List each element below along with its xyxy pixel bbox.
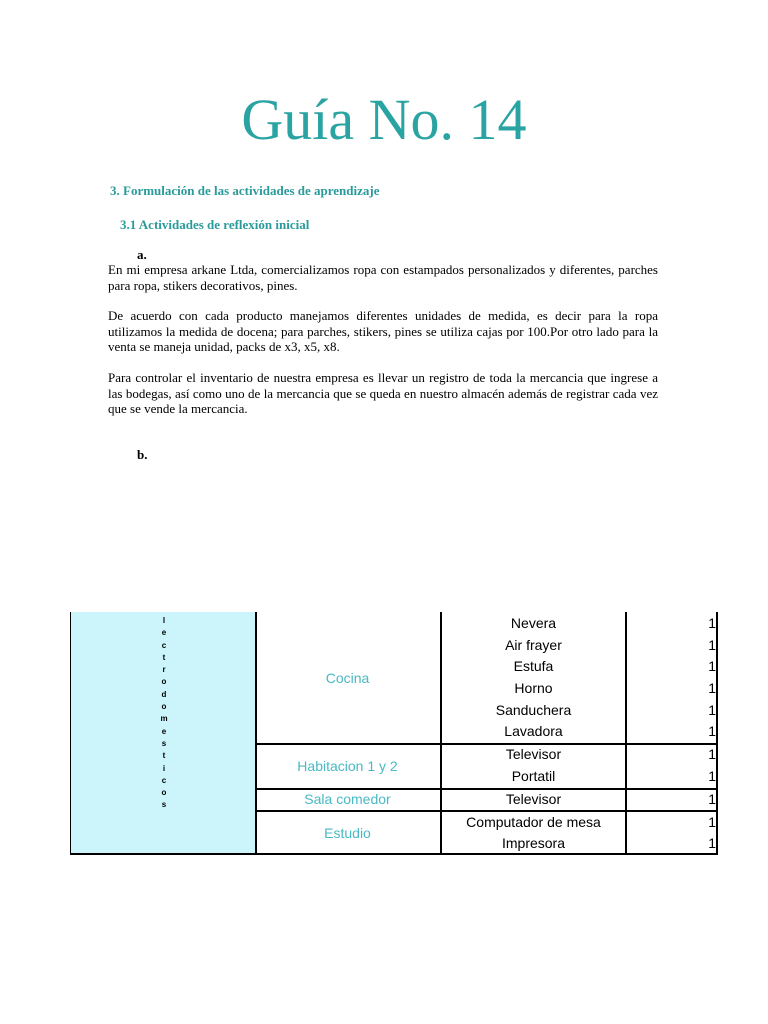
- item-name: Sanduchera: [495, 702, 572, 718]
- letter: t: [162, 652, 166, 662]
- item-qty: 1: [708, 658, 716, 674]
- grid-line: [255, 743, 718, 745]
- letter: s: [161, 738, 167, 748]
- vertical-group-label: [156, 615, 172, 812]
- item-qty: 1: [708, 835, 716, 851]
- item-name: Televisor: [505, 746, 562, 762]
- grid-line: [716, 612, 718, 855]
- letter: o: [161, 788, 167, 798]
- letter: e: [161, 726, 167, 736]
- grid-line: [255, 788, 718, 790]
- section-heading-3-1: 3.1 Actividades de reflexión inicial: [120, 217, 310, 232]
- paragraph-3: Para controlar el inventario de nuestra empresa es llevar un registro de toda la mercancia que ingrese a las bodegas, así como uno de la mercancia que se queda en nuestro almacén además de registrar cada vez que se vende la mercancia.: [108, 370, 658, 416]
- letter: r: [162, 665, 166, 675]
- item-name: Lavadora: [504, 723, 563, 739]
- letter: o: [161, 677, 167, 687]
- item-name: Televisor: [505, 791, 562, 807]
- grid-line: [255, 853, 718, 855]
- letter: i: [162, 763, 166, 773]
- letter: c: [161, 640, 167, 650]
- item-name: Estufa: [513, 658, 554, 674]
- label-b: b.: [137, 447, 148, 462]
- item-name: Computador de mesa: [466, 814, 601, 830]
- category-sala-comedor: Sala comedor: [304, 791, 391, 807]
- category-cocina: Cocina: [325, 670, 370, 686]
- letter: l: [162, 616, 166, 625]
- label-a: a.: [137, 247, 147, 262]
- letter: s: [161, 800, 167, 810]
- item-name: Portatil: [511, 768, 556, 784]
- grid-line: [255, 612, 257, 855]
- item-qty: 1: [708, 637, 716, 653]
- letter: o: [161, 702, 167, 712]
- item-name: Nevera: [510, 615, 557, 631]
- group-column: [70, 612, 256, 855]
- section-heading-3: 3. Formulación de las actividades de aprendizaje: [110, 183, 380, 198]
- grid-line: [625, 612, 627, 855]
- item-qty: 1: [708, 702, 716, 718]
- page-title: Guía No. 14: [241, 87, 527, 152]
- grid-line: [255, 810, 718, 812]
- letter: d: [161, 689, 167, 699]
- letter: t: [162, 751, 166, 761]
- item-qty: 1: [708, 680, 716, 696]
- letter: m: [160, 714, 168, 724]
- category-habitacion: Habitacion 1 y 2: [297, 758, 398, 774]
- letter: c: [161, 775, 167, 785]
- category-estudio: Estudio: [324, 825, 371, 841]
- item-name: Horno: [514, 680, 553, 696]
- item-qty: 1: [708, 768, 716, 784]
- item-qty: 1: [708, 615, 716, 631]
- paragraph-1: En mi empresa arkane Ltda, comercializamos ropa con estampados personalizados y diferentes, parches para ropa, stikers decorativos, pines.: [108, 262, 658, 293]
- item-qty: 1: [708, 723, 716, 739]
- paragraph-2: De acuerdo con cada producto manejamos diferentes unidades de medida, es decir para la ropa utilizamos la medida de docena; para parches, stikers, pines se utiliza cajas por 100.Por otro lado para la venta se maneja unidad, packs de x3, x5, x8.: [108, 308, 658, 354]
- item-qty: 1: [708, 814, 716, 830]
- inventory-table: [70, 612, 720, 855]
- item-name: Impresora: [501, 835, 566, 851]
- item-name: Air frayer: [505, 637, 562, 653]
- letter: e: [161, 628, 167, 638]
- item-qty: 1: [708, 746, 716, 762]
- item-qty: 1: [708, 791, 716, 807]
